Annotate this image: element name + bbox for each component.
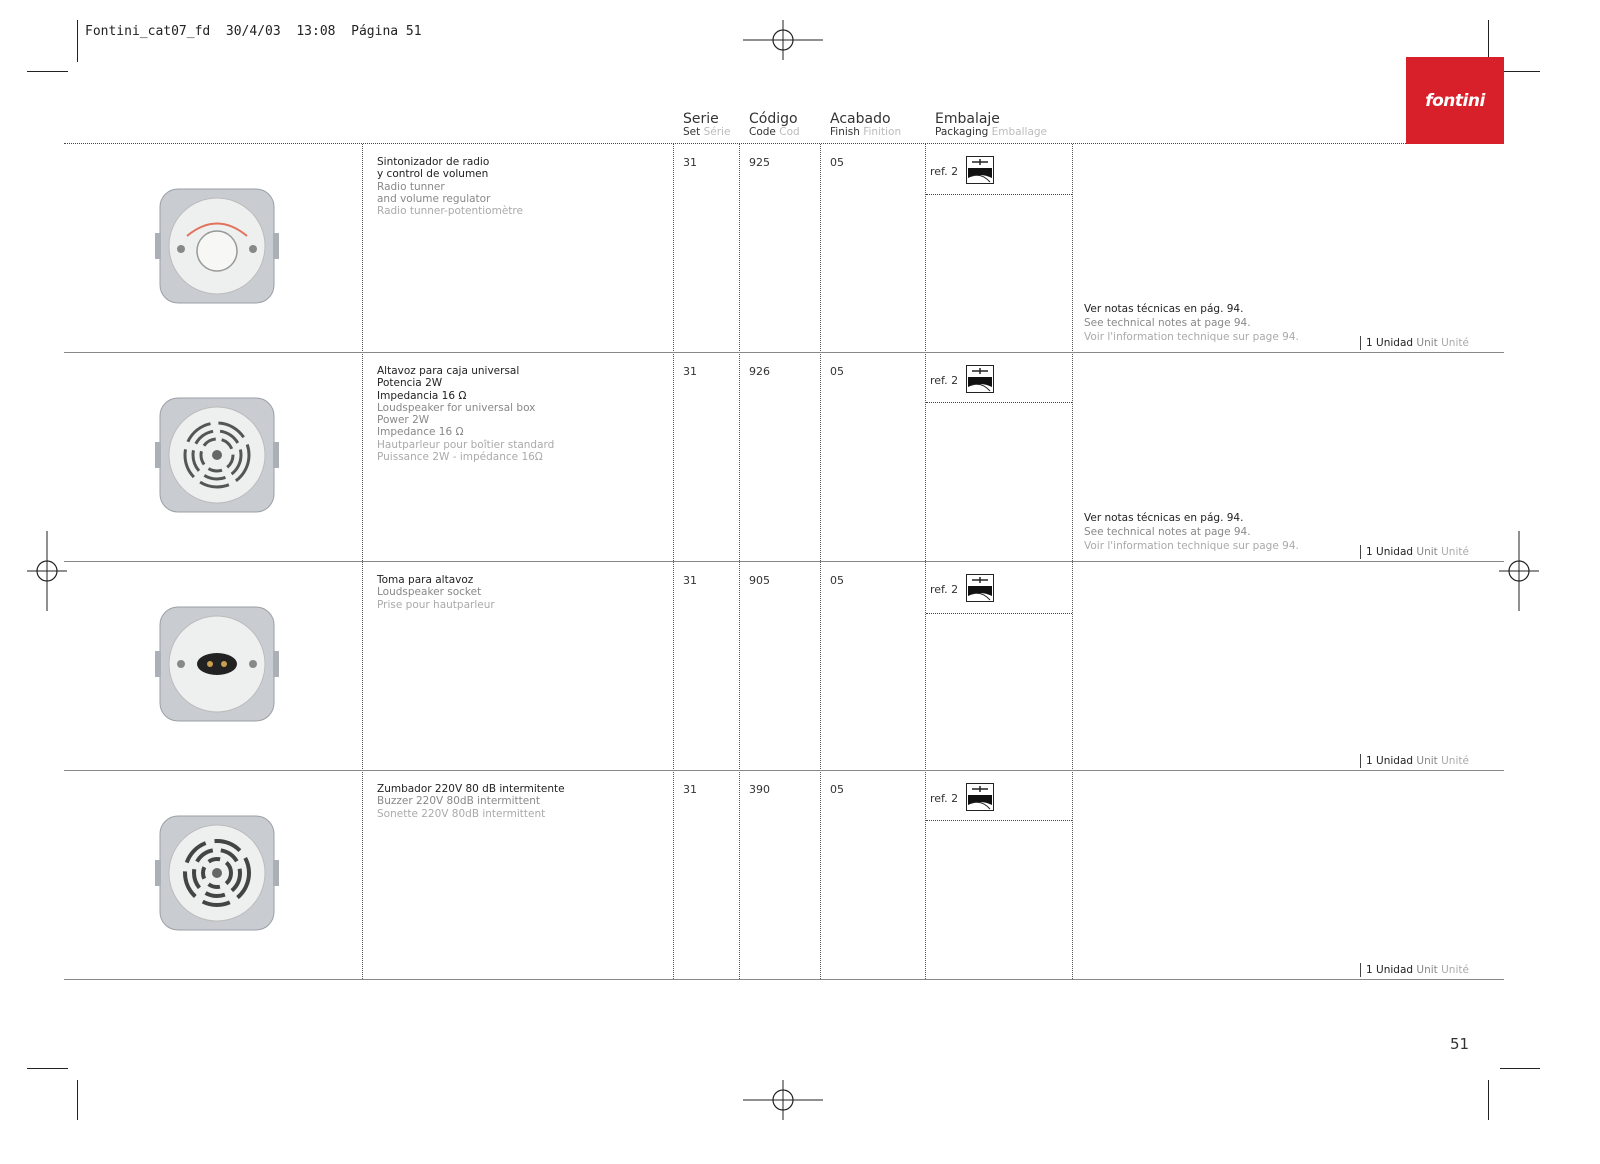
description-line: Potencia 2W [377, 377, 443, 390]
description-line: Radio tunner [377, 180, 445, 193]
slug-time: 13:08 [296, 24, 336, 39]
technical-notes [1084, 511, 1299, 553]
unit-en: Unit [1416, 546, 1438, 558]
technical-note-line: See technical notes at page 94. [1084, 526, 1251, 538]
description-line: Impedancia 16 Ω [377, 389, 467, 402]
crop-mark [77, 20, 78, 62]
crop-mark [1500, 1068, 1540, 1069]
cell-codigo: 390 [749, 783, 770, 796]
packaging-ref [930, 783, 994, 814]
description-line: Prise pour hautparleur [377, 598, 495, 611]
packaging-ref-label: ref. 2 [930, 583, 959, 596]
packaging-ref [930, 574, 994, 605]
unit-label [1360, 963, 1469, 977]
unit-fr: Unité [1441, 755, 1469, 767]
unit-es: 1 Unidad [1366, 755, 1414, 767]
description-line: Altavoz para caja universal [377, 365, 520, 377]
header-codigo-es: Código [749, 111, 798, 127]
description-line: Sonette 220V 80dB intermittent [377, 807, 546, 820]
product-description [377, 365, 554, 463]
description-line: Loudspeaker for universal box [377, 401, 536, 414]
packaging-box-icon [966, 783, 994, 814]
cell-acabado: 05 [830, 365, 844, 378]
description-line: Radio tunner-potentiomètre [377, 205, 523, 218]
header-codigo-en: Code [749, 126, 776, 138]
row-separator [64, 770, 1504, 771]
registration-mark [7, 531, 87, 611]
unit-fr: Unité [1441, 546, 1469, 558]
product-image [152, 181, 282, 311]
crop-mark [77, 1080, 78, 1120]
packaging-box-icon [966, 365, 994, 396]
row-separator [64, 352, 1504, 353]
crop-mark [1488, 1080, 1489, 1120]
unit-es: 1 Unidad [1366, 546, 1414, 558]
cell-acabado: 05 [830, 574, 844, 587]
technical-note-line: Voir l'information technique sur page 94. [1084, 331, 1299, 343]
unit-fr: Unité [1441, 337, 1469, 349]
row-separator [64, 979, 1504, 980]
description-line: y control de volumen [377, 168, 489, 181]
technical-notes [1084, 302, 1299, 344]
crop-mark [1488, 20, 1489, 62]
description-line: Power 2W [377, 414, 430, 427]
packaging-box-icon [966, 574, 994, 605]
cell-acabado: 05 [830, 156, 844, 169]
unit-label [1360, 545, 1469, 559]
header-serie-fr: Série [703, 126, 731, 138]
description-line: Impedance 16 Ω [377, 426, 464, 439]
description-line: and volume regulator [377, 192, 491, 205]
slug-file: Fontini_cat07_fd [85, 24, 211, 39]
product-image [152, 808, 282, 938]
header-embalaje-fr: Emballage [991, 126, 1048, 138]
unit-en: Unit [1416, 755, 1438, 767]
technical-note-line: Voir l'information technique sur page 94. [1084, 540, 1299, 552]
header-serie-en: Set [683, 126, 701, 138]
packaging-ref-label: ref. 2 [930, 374, 959, 387]
packaging-divider [926, 194, 1072, 195]
column-header-acabado [830, 112, 901, 139]
header-rule [64, 143, 1406, 144]
description-line: Puissance 2W - impédance 16Ω [377, 451, 543, 464]
crop-mark [27, 71, 68, 72]
header-acabado-fr: Finition [863, 126, 902, 138]
packaging-divider [926, 402, 1072, 403]
crop-mark [1500, 71, 1540, 72]
packaging-ref [930, 156, 994, 187]
row-separator [64, 561, 1504, 562]
column-header-embalaje [935, 112, 1047, 139]
product-image [152, 390, 282, 520]
unit-es: 1 Unidad [1366, 964, 1414, 976]
registration-mark [743, 0, 823, 80]
print-slug [85, 24, 422, 39]
product-description [377, 574, 495, 611]
registration-mark [1479, 531, 1559, 611]
unit-label [1360, 336, 1469, 350]
description-line: Hautparleur pour boîtier standard [377, 438, 555, 451]
packaging-box-icon [966, 156, 994, 187]
brand-logo-text: fontini [1425, 90, 1485, 111]
description-line: Zumbador 220V 80 dB intermitente [377, 783, 565, 795]
unit-en: Unit [1416, 337, 1438, 349]
technical-note-line: See technical notes at page 94. [1084, 317, 1251, 329]
packaging-ref [930, 365, 994, 396]
header-acabado-en: Finish [830, 126, 860, 138]
cell-codigo: 926 [749, 365, 770, 378]
cell-codigo: 925 [749, 156, 770, 169]
crop-mark [27, 1068, 68, 1069]
header-acabado-es: Acabado [830, 111, 891, 127]
product-description [377, 783, 565, 820]
cell-serie: 31 [683, 156, 697, 169]
column-header-serie [683, 112, 730, 139]
description-line: Toma para altavoz [377, 574, 474, 586]
header-embalaje-es: Embalaje [935, 111, 1000, 127]
unit-en: Unit [1416, 964, 1438, 976]
packaging-divider [926, 613, 1072, 614]
description-line: Loudspeaker socket [377, 586, 482, 599]
cell-serie: 31 [683, 783, 697, 796]
description-line: Sintonizador de radio [377, 156, 490, 168]
unit-fr: Unité [1441, 964, 1469, 976]
column-header-codigo [749, 112, 800, 139]
cell-acabado: 05 [830, 783, 844, 796]
description-line: Buzzer 220V 80dB intermittent [377, 795, 541, 808]
product-image [152, 599, 282, 729]
registration-mark [743, 1060, 823, 1140]
header-codigo-fr: Cod [779, 126, 800, 138]
unit-es: 1 Unidad [1366, 337, 1414, 349]
page-number: 51 [1450, 1035, 1470, 1053]
cell-serie: 31 [683, 365, 697, 378]
cell-serie: 31 [683, 574, 697, 587]
header-embalaje-en: Packaging [935, 126, 989, 138]
technical-note-line: Ver notas técnicas en pág. 94. [1084, 303, 1244, 315]
cell-codigo: 905 [749, 574, 770, 587]
technical-note-line: Ver notas técnicas en pág. 94. [1084, 512, 1244, 524]
unit-label [1360, 754, 1469, 768]
packaging-ref-label: ref. 2 [930, 165, 959, 178]
packaging-divider [926, 820, 1072, 821]
packaging-ref-label: ref. 2 [930, 792, 959, 805]
slug-date: 30/4/03 [225, 24, 281, 39]
product-description [377, 156, 523, 217]
slug-page: Página 51 [351, 24, 422, 39]
header-serie-es: Serie [683, 111, 719, 127]
brand-logo [1406, 57, 1504, 144]
